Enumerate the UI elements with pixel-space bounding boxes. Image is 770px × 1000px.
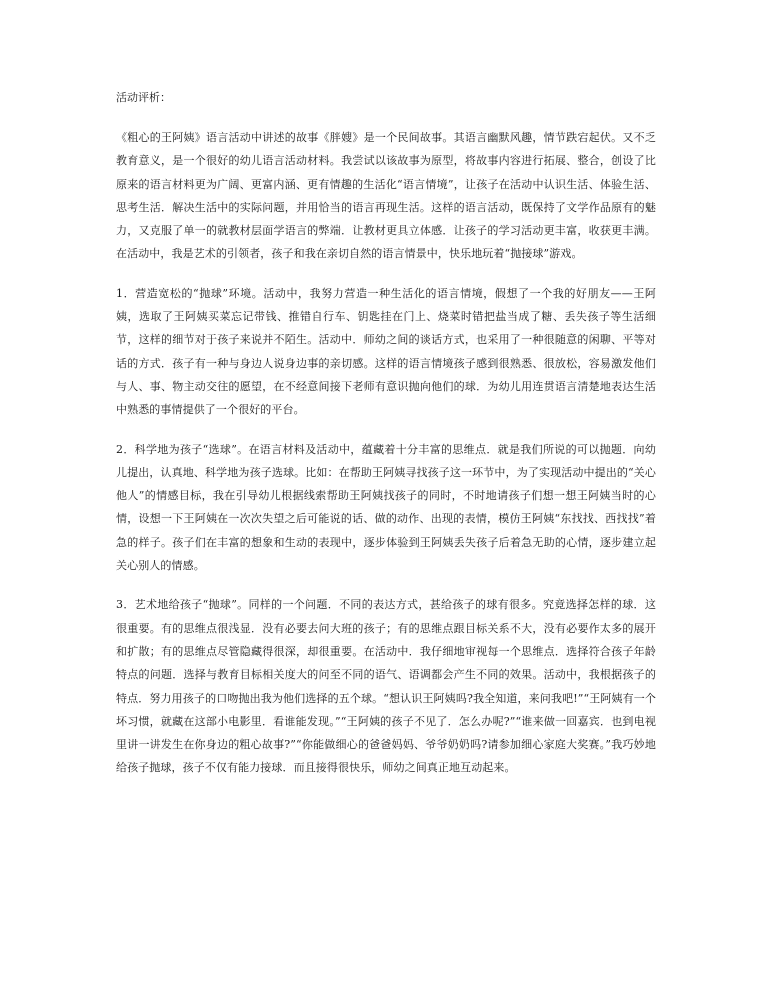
paragraph-intro: 《粗心的王阿姨》语言活动中讲述的故事《胖嫂》是一个民间故事。其语言幽默风趣，情节跌宕起伏。又不乏教育意义，是一个很好的幼儿语言活动材料。我尝试以该故事为原型，将故事内容进行拓展、整合，创设了比原来的语言材料更为广阔、更富内涵、更有情趣的生活化“语言情境”，让孩子在活动中认识生活、体验生活、思考生活．解决生活中的实际问题，并用恰当的语言再现生活。这样的语言活动，既保持了文学作品原有的魅力，又克服了单一的就教材层面学语言的弊端．让教材更具立体感．让孩子的学习活动更丰富，收获更丰满。在活动中，我是艺术的引领者，孩子和我在亲切自然的语言情景中，快乐地玩着“抛接球”游戏。 — [116, 131, 656, 261]
document-page — [116, 88, 656, 796]
paragraph-point-1: 1．营造宽松的“抛球”环境。活动中，我努力营造一种生活化的语言情境，假想了一个我的好朋友——王阿姨，选取了王阿姨买菜忘记带钱、推错自行车、钥匙挂在门上、烧菜时错把盐当成了糖、丢失孩子等生活细节，这样的细节对于孩子来说并不陌生。活动中．师幼之间的谈话方式，也采用了一种很随意的闲聊、平等对话的方式．孩子有一种与身边人说身边事的亲切感。这样的语言情境孩子感到很熟悉、很放松，容易激发他们与人、事、物主动交往的愿望，在不经意间接下老师有意识抛向他们的球．为幼儿用连贯语言清楚地表达生活中熟悉的事情提供了一个很好的平台。 — [116, 286, 656, 417]
paragraph-point-2: 2．科学地为孩子“选球”。在语言材料及活动中，蕴藏着十分丰富的思维点．就是我们所说的可以抛题．向幼儿提出，认真地、科学地为孩子选球。比如：在帮助王阿姨寻找孩子这一环节中，为了实现活动中提出的“关心他人”的情感目标，我在引导幼儿根据线索帮助王阿姨找孩子的同时，不时地请孩子们想一想王阿姨当时的心情，设想一下王阿姨在一次次失望之后可能说的话、做的动作、出现的表情，模仿王阿姨“东找找、西找找”着急的样子。孩子们在丰富的想象和生动的表现中，逐步体验到王阿姨丢失孩子后着急无助的心情，逐步建立起关心别人的情感。 — [116, 442, 656, 573]
paragraph-point-3: 3．艺术地给孩子“抛球”。同样的一个问题．不同的表达方式，甚给孩子的球有很多。究竟选择怎样的球．这很重要。有的思维点很浅显．没有必要去问大班的孩子；有的思维点跟目标关系不大，没有必要作太多的展开和扩散；有的思维点尽管隐藏得很深，却很重要。在活动中．我仔细地审视每一个思维点．选择符合孩子年龄特点的问题．选择与教育目标相关度大的问至不同的语气、语调都会产生不同的效果。活动中，我根据孩子的特点．努力用孩子的口吻抛出我为他们选择的五个球。“想认识王阿姨吗?我全知道，来问我吧!”“王阿姨有一个坏习惯，就藏在这部小电影里．看谁能发现。”“王阿姨的孩子不见了．怎么办呢?”“谁来做一回嘉宾．也到电视里讲一讲发生在你身边的粗心故事?”“你能做细心的爸爸妈妈、爷爷奶奶吗?请参加细心家庭大奖赛。”我巧妙地给孩子抛球，孩子不仅有能力接球．而且接得很快乐，师幼之间真正地互动起来。 — [116, 598, 656, 775]
section-heading: 活动评析： — [116, 91, 171, 104]
